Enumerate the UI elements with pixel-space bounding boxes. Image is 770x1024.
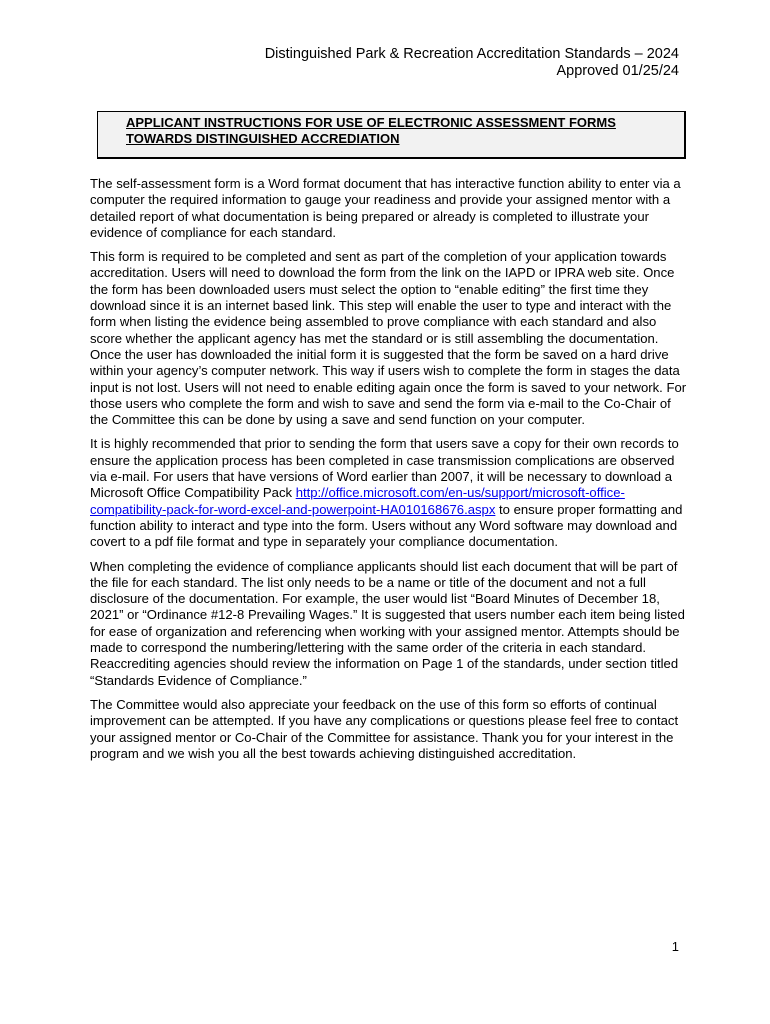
paragraph-5: The Committee would also appreciate your feedback on the use of this form so efforts of continual improvement can be attempted. If you have any complications or questions please feel free to contact your assigned mentor or Co-Chair of the Committee for assistance. Thank you for your interest in the program and we wish you all the best towards achieving distinguished accreditation. [90,696,679,761]
paragraph-3-text-after: to ensure proper formatting and function ability to interact and type into the form. Users without any Word software may download and covert to a pdf file format and type in separately your compliance documentation. [90,501,683,550]
instructions-title-box [97,111,686,159]
page-header [265,46,679,80]
page-number: 1 [671,939,679,954]
header-title: Distinguished Park & Recreation Accreditation Standards – 2024 [264,46,679,62]
paragraph-2: This form is required to be completed and sent as part of the completion of your application towards accreditation. Users will need to download the form from the link on the IAPD or IPRA web site. Once the form has been downloaded users must select the option to “enable editing” the first time they download since it is an internet based link. This step will enable the user to type and interact with the form when listing the evidence being assembled to prove compliance with each standard and also score whether the applicant agency has met the standard or is still assembling the documentation. Once the user has downloaded the initial form it is suggested that the form be saved on a hard drive within your agency’s computer network. This way if users wish to complete the form in stages the data input is not lost. Users will not need to enable editing again once the form is saved to your network. For those users who complete the form and wish to save and send the form via e-mail to the Co-Chair of the Committee this can be done by using a save and send function on your computer. [90,249,687,428]
paragraph-4: When completing the evidence of compliance applicants should list each document that will be part of the file for each standard. The list only needs to be a name or title of the document and not a full disclosure of the documentation. For example, the user would list “Board Minutes of December 18, 2021” or “Ordinance #12-8 Prevailing Wages.” It is suggested that users number each item being listed for ease of organization and referencing when working with your assigned mentor. Attempts should be made to correspond the numbering/lettering with the same order of the criteria in each standard. Reaccrediting agencies should review the information on Page 1 of the standards, under section titled “Standards Evidence of Compliance.” [90,558,685,688]
paragraph-3-text-before: It is highly recommended that prior to sending the form that users save a copy for their own records to ensure the application process has been completed in case transmission complications are observed via e-mail. For users that have versions of Word earlier than 2007, it will be necessary to download a Microsoft Office Compatibility Pack [90,436,679,501]
document-body [90,176,690,770]
title-line-2: TOWARDS DISTINGUISHED ACCREDIATION [126,131,400,146]
paragraph-3 [90,436,690,550]
compatibility-pack-link[interactable]: http://office.microsoft.com/en-us/support/microsoft-office-compatibility-pack-for-word-excel-and-powerpoint-HA010168676.aspx [90,485,625,517]
paragraph-1: The self-assessment form is a Word format document that has interactive function ability to enter via a computer the required information to gauge your readiness and provide your assigned mentor with a detailed report of what documentation is being prepared or already is completed to illustrate your evidence of compliance for each standard. [90,176,681,240]
header-approved-date: Approved 01/25/24 [556,63,679,79]
title-line-1: APPLICANT INSTRUCTIONS FOR USE OF ELECTRONIC ASSESSMENT FORMS [126,115,616,130]
